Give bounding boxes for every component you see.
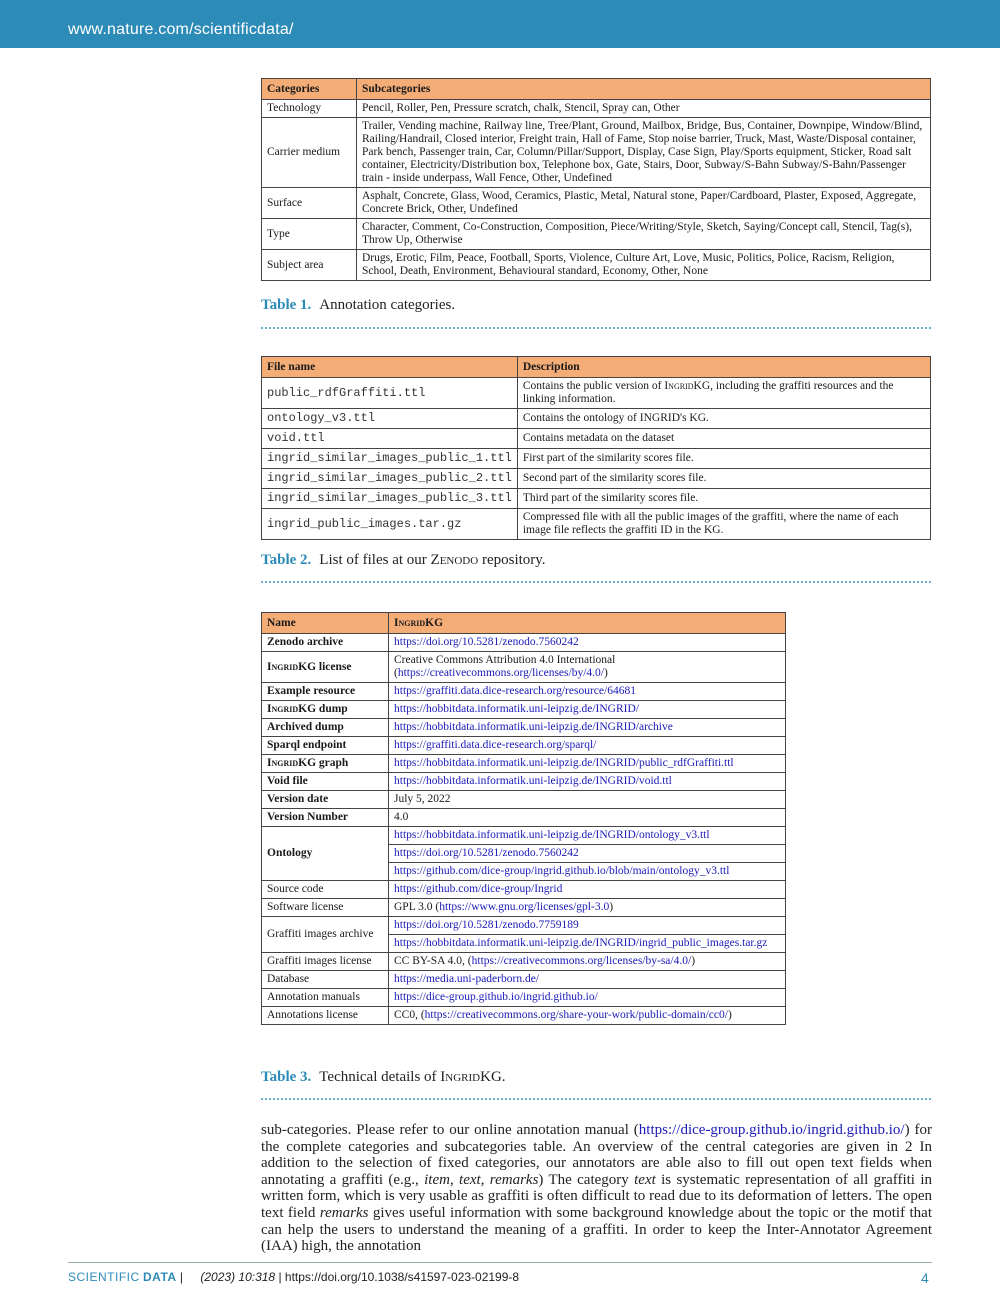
body-paragraph	[261, 1122, 932, 1255]
license-text: Creative Commons Attribution 4.0 International (	[394, 654, 616, 679]
divider	[261, 327, 931, 329]
row-value: 4.0	[389, 809, 786, 827]
table-body	[262, 378, 931, 540]
paragraph-italic: item	[424, 1171, 450, 1188]
table-row	[262, 250, 931, 281]
column-header: Categories	[262, 79, 357, 100]
category-cell: Surface	[262, 188, 357, 219]
column-header: Subcategories	[357, 79, 931, 100]
table-row	[262, 469, 931, 489]
row-name: Void file	[262, 773, 389, 791]
table-body	[262, 100, 931, 281]
paragraph-text: ,	[480, 1171, 490, 1188]
paragraph-italic: text	[459, 1171, 481, 1188]
row-name: IngridKG license	[262, 652, 389, 683]
footer	[68, 1270, 519, 1284]
table-body	[262, 634, 786, 1025]
table-row	[262, 719, 786, 737]
file-name-cell: ontology_v3.ttl	[262, 409, 518, 429]
row-name: Database	[262, 971, 389, 989]
images-archive-link[interactable]: https://doi.org/10.5281/zenodo.7759189	[389, 917, 786, 935]
file-name-cell: ingrid_public_images.tar.gz	[262, 509, 518, 540]
table-row	[262, 219, 931, 250]
category-cell: Subject area	[262, 250, 357, 281]
file-name-cell: public_rdfGraffiti.ttl	[262, 378, 518, 409]
file-name-cell: ingrid_similar_images_public_3.ttl	[262, 489, 518, 509]
table-row	[262, 971, 786, 989]
paragraph-text: is systematic representation of all graffiti in written form, which is very usable as graffiti is often difficult to read due to its deformation of letters. The open text field	[261, 1171, 932, 1221]
description-cell: Second part of the similarity scores file.	[517, 469, 930, 489]
annotation-manual-link[interactable]: https://dice-group.github.io/ingrid.github.io/	[638, 1122, 905, 1138]
journal-name: SCIENTIFIC	[68, 1270, 140, 1284]
row-name: Annotation manuals	[262, 989, 389, 1007]
row-name: Version date	[262, 791, 389, 809]
description-cell: Contains the ontology of INGRID's KG.	[517, 409, 930, 429]
table-row	[262, 489, 931, 509]
footer-divider	[68, 1262, 932, 1263]
description-cell: Third part of the similarity scores file.	[517, 489, 930, 509]
table1-caption	[261, 297, 455, 314]
footer-separator: |	[179, 1270, 184, 1284]
table-row	[262, 429, 931, 449]
description-cell: Compressed file with all the public images of the graffiti, where the name of each image file reflects the graffiti ID in the KG.	[517, 509, 930, 540]
table-row	[262, 634, 786, 652]
caption-text: List of files at our Zenodo repository.	[319, 552, 546, 568]
table-row	[262, 773, 786, 791]
row-value	[389, 953, 786, 971]
subcategories-cell: Drugs, Erotic, Film, Peace, Football, Sports, Violence, Culture Art, Love, Music, Politics, Police, Racism, Religion, School, Death, Environment, Behavioural standard, Economy, Other, None	[357, 250, 931, 281]
images-license-suffix: )	[691, 955, 696, 967]
page-number: 4	[921, 1270, 929, 1286]
table-row	[262, 409, 931, 429]
row-name: Version Number	[262, 809, 389, 827]
column-header: File name	[262, 357, 518, 378]
journal-url[interactable]: www.nature.com/scientificdata/	[68, 21, 294, 38]
file-name-cell: void.ttl	[262, 429, 518, 449]
doi-link[interactable]: | https://doi.org/10.1038/s41597-023-02199-8	[275, 1270, 520, 1284]
ontology-link[interactable]: https://github.com/dice-group/ingrid.github.io/blob/main/ontology_v3.ttl	[389, 863, 786, 881]
column-header: IngridKG	[389, 613, 786, 634]
table-row	[262, 509, 931, 540]
caption-label: Table 2.	[261, 552, 312, 568]
paragraph-text: gives useful information with some background knowledge about the topic or the motif that can help the users to understand the meaning of a graffiti. In order to keep the Inter-Annotator Agreement (IAA) high, the annotation	[261, 1204, 932, 1255]
table-row	[262, 683, 786, 701]
subcategories-cell: Trailer, Vending machine, Railway line, Tree/Plant, Ground, Mailbox, Bridge, Bus, Container, Downpipe, Window/Blind, Railing/Handrail, Closed interior, Freight train, Hall of Fame, Stop noise barrier, Truck, Mast, Waste/Disposal container, Park bench, Passenger train, Car, Column/Pillar/Support, Display, Case Sign, Play/Sports equipment, Sticker, Road salt container, Electricity/Distribution box, Telephone box, Gate, Stairs, Door, Subway/S-Bahn Subway/S-Bahn/Passenger train - inside underpass, Wall Fence, Other, Undefined	[357, 118, 931, 188]
table-row	[262, 378, 931, 409]
header-bar	[0, 0, 1000, 48]
zenodo-files-table	[261, 356, 931, 540]
example-resource-link[interactable]: https://graffiti.data.dice-research.org/resource/64681	[389, 683, 786, 701]
license-suffix: )	[603, 667, 608, 679]
table-row	[262, 737, 786, 755]
dump-link[interactable]: https://hobbitdata.informatik.uni-leipzig.de/INGRID/	[389, 701, 786, 719]
table-row	[262, 989, 786, 1007]
description-cell: Contains the public version of IngridKG, including the graffiti resources and the linking information.	[517, 378, 930, 409]
paragraph-italic: remarks	[319, 1204, 369, 1221]
software-license-text: GPL 3.0 (	[394, 901, 440, 913]
table-header-row	[262, 613, 786, 634]
row-value	[389, 1007, 786, 1025]
technical-details-table	[261, 612, 786, 1025]
subcategories-cell: Asphalt, Concrete, Glass, Wood, Ceramics, Plastic, Metal, Natural stone, Paper/Cardboard, Plaster, Exposed, Aggregate, Concrete Brick, Other, Undefined	[357, 188, 931, 219]
row-name: Graffiti images archive	[262, 917, 389, 953]
row-name: Source code	[262, 881, 389, 899]
row-name: Zenodo archive	[262, 634, 389, 652]
license-link[interactable]: https://creativecommons.org/licenses/by/4.0/	[397, 667, 604, 679]
table-row	[262, 1007, 786, 1025]
table-header-row	[262, 357, 931, 378]
ontology-link[interactable]: https://hobbitdata.informatik.uni-leipzig.de/INGRID/ontology_v3.ttl	[389, 827, 786, 845]
paragraph-text: sub-categories. Please refer to our online annotation manual (	[261, 1122, 639, 1138]
graph-link[interactable]: https://hobbitdata.informatik.uni-leipzig.de/INGRID/public_rdfGraffiti.ttl	[389, 755, 786, 773]
table-row	[262, 881, 786, 899]
row-name: Sparql endpoint	[262, 737, 389, 755]
images-license-link[interactable]: https://creativecommons.org/licenses/by-sa/4.0/	[471, 955, 692, 967]
table-row	[262, 100, 931, 118]
table-row	[262, 188, 931, 219]
table-row	[262, 953, 786, 971]
table-row	[262, 449, 931, 469]
images-archive-link[interactable]: https://hobbitdata.informatik.uni-leipzig.de/INGRID/ingrid_public_images.tar.gz	[389, 935, 786, 953]
software-license-link[interactable]: https://www.gnu.org/licenses/gpl-3.0	[439, 901, 610, 913]
row-name: Archived dump	[262, 719, 389, 737]
annotations-license-link[interactable]: https://creativecommons.org/share-your-work/public-domain/cc0/	[424, 1009, 728, 1021]
paragraph-text: ) The category	[538, 1171, 635, 1188]
images-license-text: CC BY-SA 4.0, (	[394, 955, 472, 967]
journal-name-bold: DATA	[143, 1270, 177, 1284]
void-link[interactable]: https://hobbitdata.informatik.uni-leipzig.de/INGRID/void.ttl	[389, 773, 786, 791]
category-cell: Type	[262, 219, 357, 250]
table-row	[262, 755, 786, 773]
row-name: IngridKG graph	[262, 755, 389, 773]
divider	[261, 1098, 931, 1100]
database-link[interactable]: https://media.uni-paderborn.de/	[389, 971, 786, 989]
row-name: Annotations license	[262, 1007, 389, 1025]
paragraph-italic: remarks	[489, 1171, 539, 1188]
subcategories-cell: Character, Comment, Co-Construction, Composition, Piece/Writing/Style, Sketch, Saying/Concept call, Stencil, Tag(s), Throw Up, Otherwise	[357, 219, 931, 250]
annotation-categories-table	[261, 78, 931, 281]
description-cell: Contains metadata on the dataset	[517, 429, 930, 449]
software-license-suffix: )	[609, 901, 614, 913]
column-header: Name	[262, 613, 389, 634]
annotations-license-suffix: )	[727, 1009, 732, 1021]
table-row	[262, 899, 786, 917]
column-header: Description	[517, 357, 930, 378]
file-name-cell: ingrid_similar_images_public_1.ttl	[262, 449, 518, 469]
row-name: IngridKG dump	[262, 701, 389, 719]
subcategories-cell: Pencil, Roller, Pen, Pressure scratch, chalk, Stencil, Spray can, Other	[357, 100, 931, 118]
paragraph-text: ) for the complete categories and subcategories table. An overview of the central categories are given in 2 In addition to the selection of fixed categories, our annotators are able also to fill out open text fields when annotating a graffiti (e.g.,	[261, 1122, 932, 1188]
row-value	[389, 652, 786, 683]
caption-text: Technical details of IngridKG.	[319, 1069, 506, 1085]
row-value	[389, 899, 786, 917]
description-cell: First part of the similarity scores file.	[517, 449, 930, 469]
table3-caption	[261, 1069, 506, 1086]
archived-dump-link[interactable]: https://hobbitdata.informatik.uni-leipzig.de/INGRID/archive	[389, 719, 786, 737]
row-name: Example resource	[262, 683, 389, 701]
zenodo-link[interactable]: https://doi.org/10.5281/zenodo.7560242	[389, 634, 786, 652]
row-value: July 5, 2022	[389, 791, 786, 809]
category-cell: Technology	[262, 100, 357, 118]
sparql-link[interactable]: https://graffiti.data.dice-research.org/sparql/	[389, 737, 786, 755]
annotations-license-text: CC0, (	[394, 1009, 425, 1021]
divider	[261, 581, 931, 583]
table-row	[262, 791, 786, 809]
table-row	[262, 701, 786, 719]
category-cell: Carrier medium	[262, 118, 357, 188]
table-row	[262, 118, 931, 188]
source-code-link[interactable]: https://github.com/dice-group/Ingrid	[389, 881, 786, 899]
file-name-cell: ingrid_similar_images_public_2.ttl	[262, 469, 518, 489]
row-name: Graffiti images license	[262, 953, 389, 971]
paragraph-italic: text	[634, 1171, 656, 1188]
caption-label: Table 3.	[261, 1069, 312, 1085]
row-name: Ontology	[262, 827, 389, 881]
annotation-manuals-link[interactable]: https://dice-group.github.io/ingrid.github.io/	[389, 989, 786, 1007]
caption-text: Annotation categories.	[319, 297, 456, 313]
table-row	[262, 652, 786, 683]
caption-label: Table 1.	[261, 297, 312, 313]
paragraph-text: ,	[449, 1171, 460, 1188]
ontology-link[interactable]: https://doi.org/10.5281/zenodo.7560242	[389, 845, 786, 863]
table2-caption	[261, 552, 546, 569]
table-row	[262, 917, 786, 935]
table-header-row	[262, 79, 931, 100]
citation: (2023) 10:318	[200, 1270, 276, 1284]
row-name: Software license	[262, 899, 389, 917]
table-row	[262, 827, 786, 845]
table-row	[262, 809, 786, 827]
